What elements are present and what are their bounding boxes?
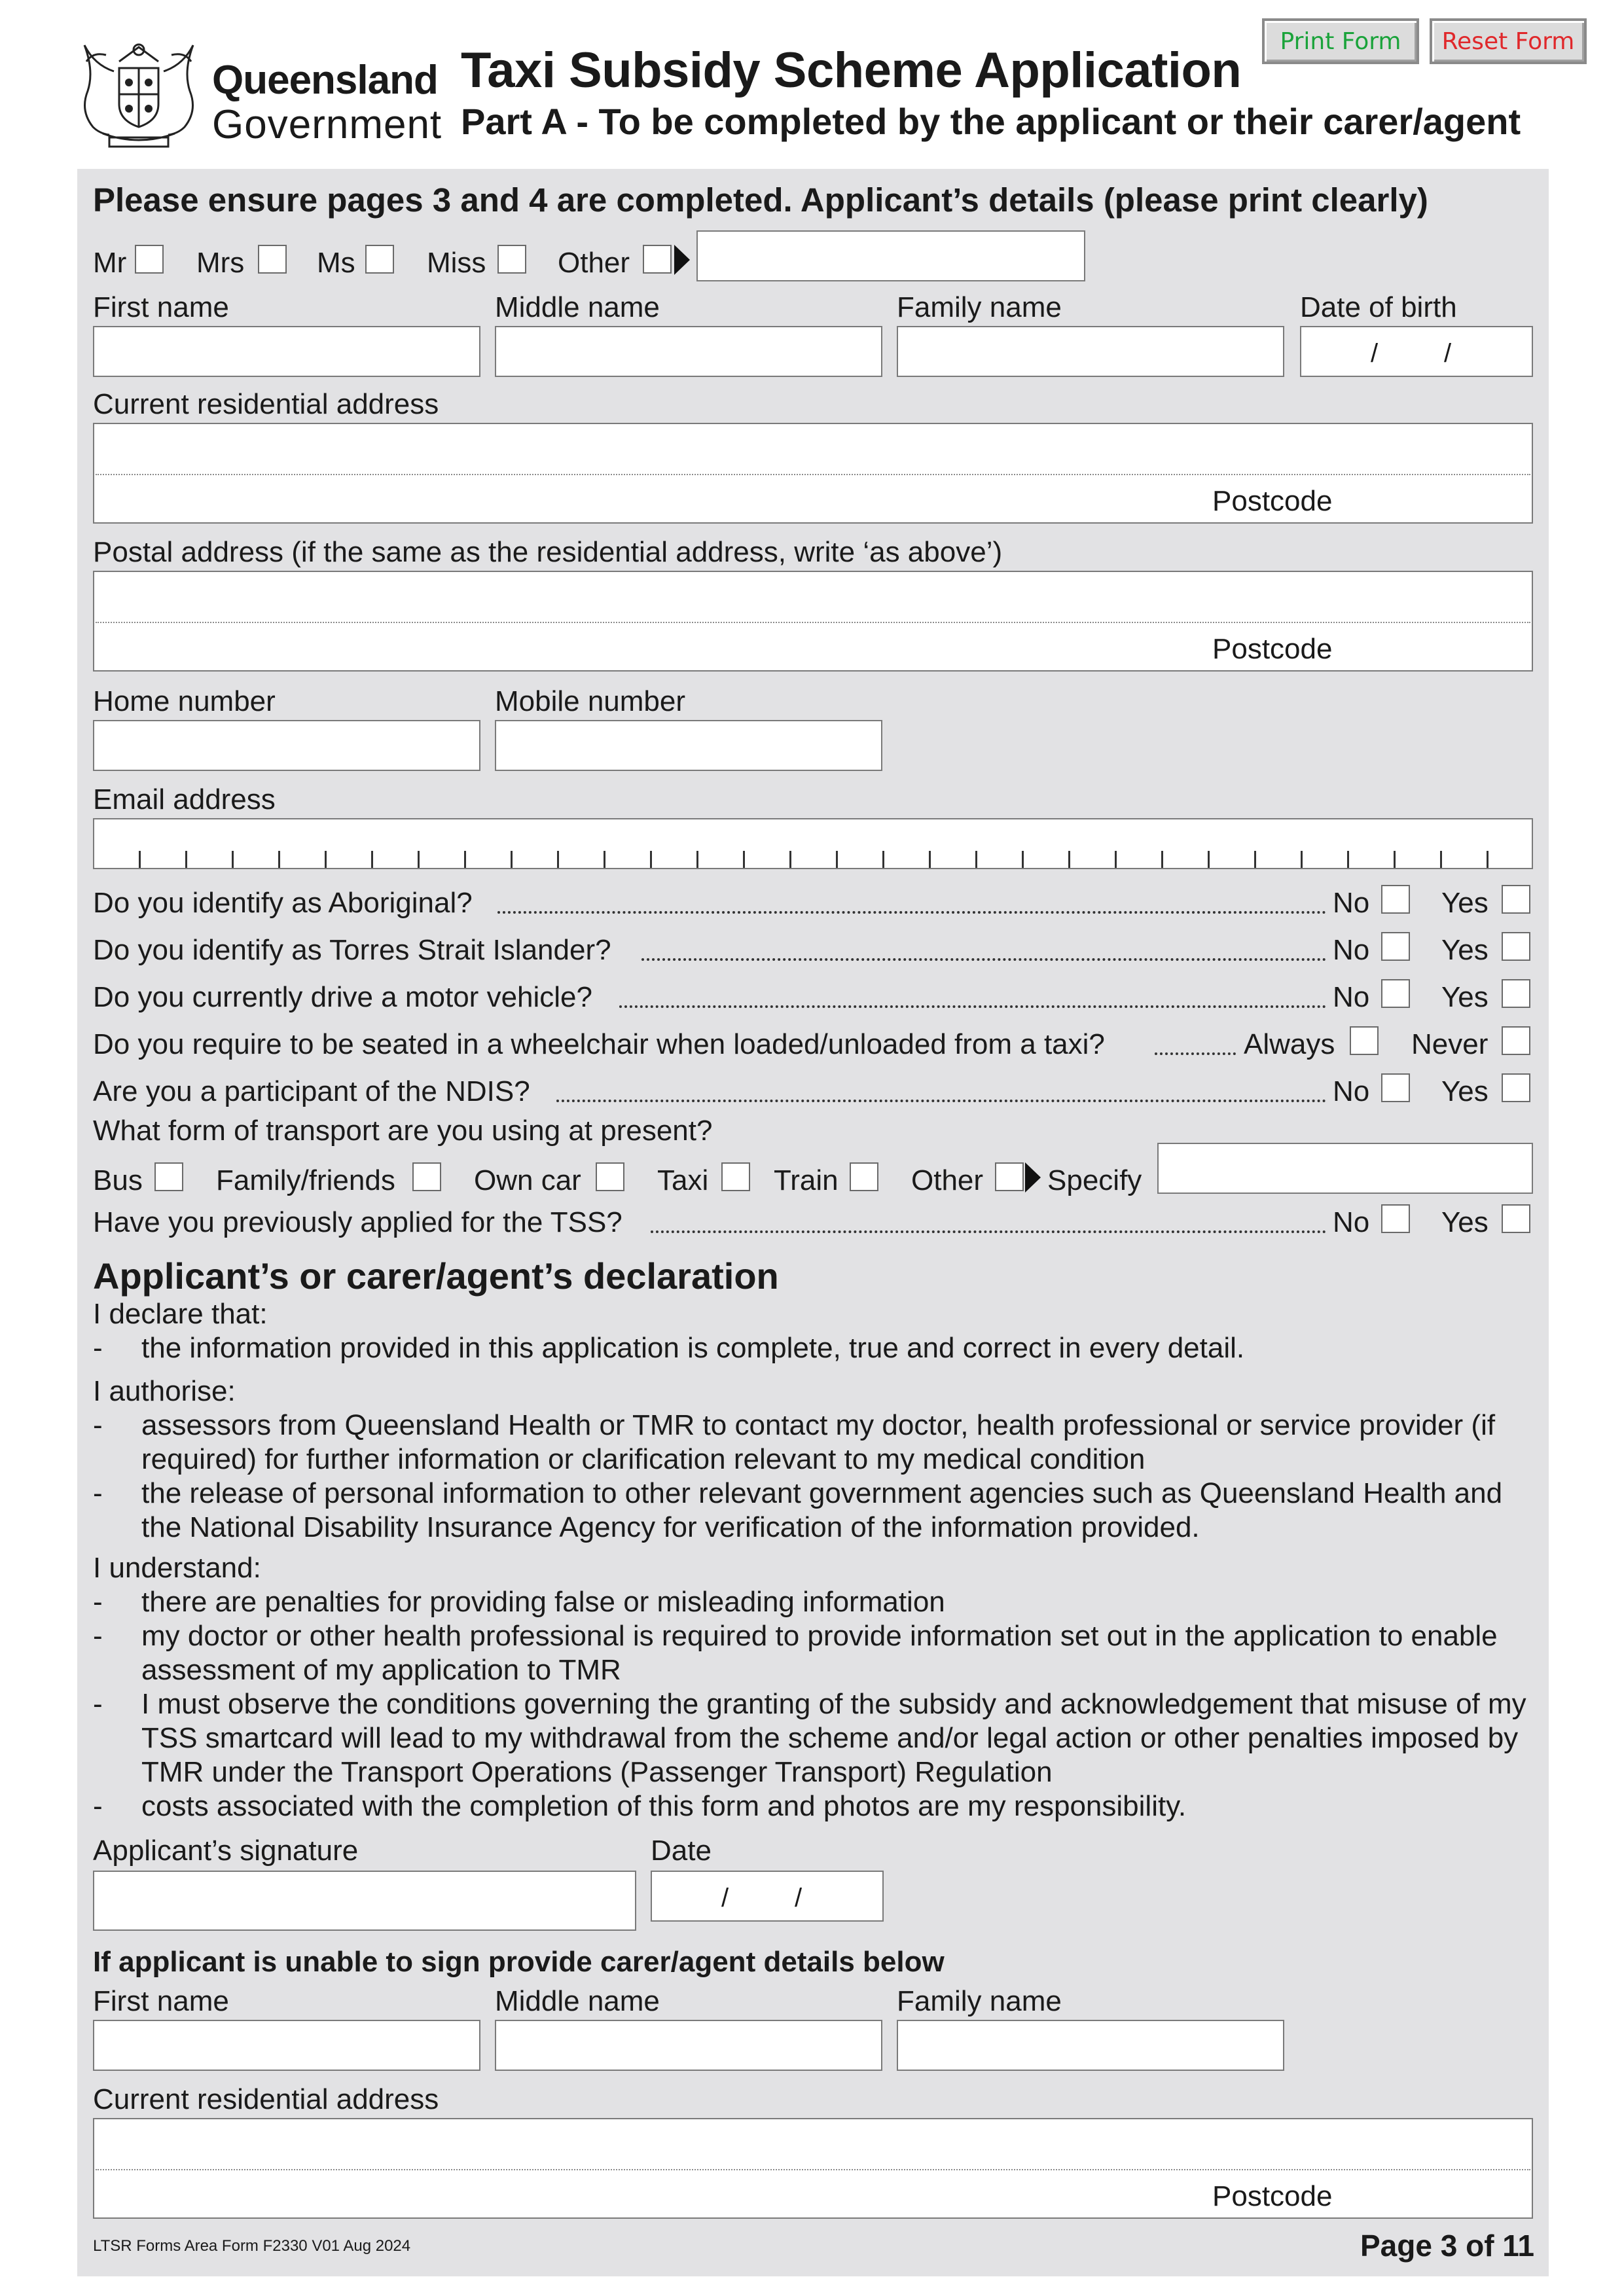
leader-dots <box>497 911 1326 914</box>
transport-taxi-label: Taxi <box>657 1164 709 1196</box>
footer-form-info: LTSR Forms Area Form F2330 V01 Aug 2024 <box>93 2237 411 2255</box>
email-character-tick <box>743 851 745 868</box>
postal-address-label: Postal address (if the same as the residential address, write ‘as above’) <box>93 536 1003 568</box>
signature-label: Applicant’s signature <box>93 1835 359 1867</box>
transport-other-label: Other <box>911 1164 984 1196</box>
email-character-tick <box>278 851 280 868</box>
declare-intro: I declare that: <box>93 1298 268 1330</box>
transport-taxi-checkbox[interactable] <box>721 1162 750 1191</box>
understand-item: I must observe the conditions governing the granting of the subsidy and acknowledgement that misuse of my TSS smartcard will lead to my withdrawal from the scheme and/or legal action or other penalties imposed by TMR under the Transport Operations (Passenger Transport) Regulation <box>141 1688 1526 1788</box>
date-separator: / <box>795 1884 803 1912</box>
transport-own-car-checkbox[interactable] <box>596 1162 624 1191</box>
no-label: No <box>1333 1075 1370 1107</box>
yes-label: Yes <box>1441 1075 1489 1107</box>
email-character-tick <box>836 851 838 868</box>
no-label: No <box>1333 887 1370 919</box>
no-label: No <box>1333 1206 1370 1238</box>
torres-strait-yes-checkbox[interactable] <box>1502 932 1530 961</box>
logo-text-queensland: Queensland <box>212 58 438 103</box>
authorise-item: the release of personal information to other relevant government agencies such as Queensland Health and the National Disability Insurance Agency for verification of the information provided. <box>141 1477 1503 1543</box>
authorise-intro: I authorise: <box>93 1375 236 1407</box>
home-number-field[interactable] <box>93 720 480 771</box>
mobile-number-field[interactable] <box>495 720 882 771</box>
middle-name-field[interactable] <box>495 326 882 377</box>
email-character-tick <box>1440 851 1442 868</box>
email-character-tick <box>1068 851 1070 868</box>
title-miss-checkbox[interactable] <box>497 245 526 274</box>
email-character-tick <box>1301 851 1303 868</box>
home-number-label: Home number <box>93 685 276 717</box>
question-transport: What form of transport are you using at present? <box>93 1115 713 1147</box>
email-character-tick <box>418 851 420 868</box>
declaration-heading: Applicant’s or carer/agent’s declaration <box>93 1255 779 1297</box>
residential-address-field[interactable] <box>93 423 1533 524</box>
aboriginal-yes-checkbox[interactable] <box>1502 885 1530 914</box>
bullet-dash: - <box>93 1790 103 1822</box>
transport-family-label: Family/friends <box>216 1164 395 1196</box>
title-mr-checkbox[interactable] <box>135 245 164 274</box>
question-aboriginal: Do you identify as Aboriginal? <box>93 887 473 919</box>
drive-no-checkbox[interactable] <box>1381 979 1410 1008</box>
reset-form-button[interactable]: Reset Form <box>1430 18 1587 64</box>
transport-family-checkbox[interactable] <box>412 1162 441 1191</box>
address-line-divider <box>96 622 1530 623</box>
carer-section-heading: If applicant is unable to sign provide carer/agent details below <box>93 1946 945 1978</box>
email-character-tick <box>789 851 791 868</box>
carer-first-name-label: First name <box>93 1985 229 2017</box>
title-mr-label: Mr <box>93 247 127 279</box>
email-character-tick <box>1347 851 1349 868</box>
bullet-dash: - <box>93 1688 103 1720</box>
never-label: Never <box>1411 1028 1489 1060</box>
title-mrs-checkbox[interactable] <box>258 245 287 274</box>
email-character-tick <box>557 851 559 868</box>
declare-item: the information provided in this application is complete, true and correct in every detail. <box>141 1332 1245 1364</box>
applicant-section-heading: Please ensure pages 3 and 4 are completed. Applicant’s details (please print clearly) <box>93 181 1428 219</box>
leader-dots <box>641 958 1326 961</box>
bullet-dash: - <box>93 1620 103 1652</box>
drive-yes-checkbox[interactable] <box>1502 979 1530 1008</box>
page-title: Taxi Subsidy Scheme Application <box>461 43 1242 98</box>
torres-strait-no-checkbox[interactable] <box>1381 932 1410 961</box>
email-character-tick <box>464 851 466 868</box>
wheelchair-always-checkbox[interactable] <box>1350 1026 1379 1055</box>
arrow-right-icon <box>1025 1162 1042 1193</box>
email-character-tick <box>1161 851 1163 868</box>
email-character-tick <box>325 851 327 868</box>
always-label: Always <box>1244 1028 1335 1060</box>
carer-middle-name-label: Middle name <box>495 1985 660 2017</box>
transport-specify-field[interactable] <box>1157 1143 1533 1194</box>
carer-middle-name-field[interactable] <box>495 2020 882 2071</box>
arrow-right-icon <box>674 245 691 275</box>
email-character-tick <box>1208 851 1210 868</box>
wheelchair-never-checkbox[interactable] <box>1502 1026 1530 1055</box>
family-name-label: Family name <box>897 291 1062 323</box>
carer-residential-address-label: Current residential address <box>93 2083 439 2115</box>
authorise-item: assessors from Queensland Health or TMR to contact my doctor, health professional or service provider (if required) for further information or clarification relevant to my medical condition <box>141 1409 1496 1475</box>
carer-residential-address-field[interactable] <box>93 2118 1533 2219</box>
email-character-tick <box>650 851 652 868</box>
first-name-label: First name <box>93 291 229 323</box>
ndis-yes-checkbox[interactable] <box>1502 1073 1530 1102</box>
carer-first-name-field[interactable] <box>93 2020 480 2071</box>
question-drive: Do you currently drive a motor vehicle? <box>93 981 592 1013</box>
signature-field[interactable] <box>93 1871 636 1931</box>
email-character-tick <box>604 851 605 868</box>
signature-date-field[interactable] <box>651 1871 884 1922</box>
date-separator: / <box>1371 339 1379 368</box>
transport-train-label: Train <box>774 1164 839 1196</box>
email-address-field[interactable] <box>93 818 1533 869</box>
title-mrs-label: Mrs <box>196 247 245 279</box>
previous-yes-checkbox[interactable] <box>1502 1204 1530 1233</box>
residential-address-label: Current residential address <box>93 388 439 420</box>
title-ms-checkbox[interactable] <box>365 245 394 274</box>
email-character-tick <box>1254 851 1256 868</box>
question-torres-strait: Do you identify as Torres Strait Islander? <box>93 934 611 966</box>
leader-dots <box>619 1005 1326 1008</box>
postcode-label: Postcode <box>1212 633 1333 665</box>
title-miss-label: Miss <box>427 247 486 279</box>
carer-family-name-label: Family name <box>897 1985 1062 2017</box>
date-separator: / <box>721 1884 729 1912</box>
question-ndis: Are you a participant of the NDIS? <box>93 1075 530 1107</box>
email-character-tick <box>371 851 373 868</box>
queensland-government-logo <box>73 35 440 153</box>
email-character-tick <box>1394 851 1396 868</box>
title-other-label: Other <box>558 247 630 279</box>
question-previous: Have you previously applied for the TSS? <box>93 1206 623 1238</box>
question-wheelchair: Do you require to be seated in a wheelchair when loaded/unloaded from a taxi? <box>93 1028 1105 1060</box>
postcode-label: Postcode <box>1212 485 1333 517</box>
page-subtitle: Part A - To be completed by the applicant or their carer/agent <box>461 101 1521 142</box>
mobile-number-label: Mobile number <box>495 685 686 717</box>
dob-label: Date of birth <box>1300 291 1457 323</box>
postcode-label: Postcode <box>1212 2180 1333 2212</box>
carer-family-name-field[interactable] <box>897 2020 1284 2071</box>
bullet-dash: - <box>93 1409 103 1441</box>
email-character-tick <box>975 851 977 868</box>
leader-dots <box>1155 1052 1236 1055</box>
family-name-field[interactable] <box>897 326 1284 377</box>
understand-intro: I understand: <box>93 1552 261 1584</box>
email-character-tick <box>882 851 884 868</box>
bullet-dash: - <box>93 1332 103 1364</box>
ndis-no-checkbox[interactable] <box>1381 1073 1410 1102</box>
email-character-tick <box>511 851 513 868</box>
transport-own-car-label: Own car <box>474 1164 581 1196</box>
transport-bus-checkbox[interactable] <box>154 1162 183 1191</box>
address-line-divider <box>96 474 1530 475</box>
bullet-dash: - <box>93 1477 103 1509</box>
specify-label: Specify <box>1047 1164 1142 1196</box>
title-other-field[interactable] <box>696 230 1085 281</box>
yes-label: Yes <box>1441 934 1489 966</box>
middle-name-label: Middle name <box>495 291 660 323</box>
transport-bus-label: Bus <box>93 1164 143 1196</box>
leader-dots <box>651 1230 1326 1233</box>
email-character-tick <box>1115 851 1117 868</box>
transport-other-checkbox[interactable] <box>995 1162 1024 1191</box>
address-line-divider <box>96 2169 1530 2170</box>
email-character-tick <box>232 851 234 868</box>
email-character-tick <box>1487 851 1489 868</box>
transport-train-checkbox[interactable] <box>850 1162 878 1191</box>
understand-item: there are penalties for providing false or misleading information <box>141 1586 945 1618</box>
print-form-button[interactable]: Print Form <box>1262 18 1419 64</box>
logo-text-government: Government <box>212 102 442 147</box>
understand-item: my doctor or other health professional is required to provide information set out in the application to enable assessment of my application to TMR <box>141 1620 1498 1686</box>
leader-dots <box>556 1100 1326 1102</box>
page-number: Page 3 of 11 <box>1360 2229 1534 2263</box>
email-character-tick <box>185 851 187 868</box>
postal-address-field[interactable] <box>93 571 1533 672</box>
email-character-tick <box>696 851 698 868</box>
email-character-tick <box>139 851 141 868</box>
coat-of-arms-icon <box>73 35 204 153</box>
yes-label: Yes <box>1441 1206 1489 1238</box>
yes-label: Yes <box>1441 887 1489 919</box>
email-character-tick <box>1022 851 1024 868</box>
bullet-dash: - <box>93 1586 103 1618</box>
email-character-tick <box>929 851 931 868</box>
no-label: No <box>1333 934 1370 966</box>
understand-item: costs associated with the completion of this form and photos are my responsibility. <box>141 1790 1187 1822</box>
dob-field[interactable] <box>1300 326 1533 377</box>
first-name-field[interactable] <box>93 326 480 377</box>
yes-label: Yes <box>1441 981 1489 1013</box>
email-address-label: Email address <box>93 783 276 816</box>
previous-no-checkbox[interactable] <box>1381 1204 1410 1233</box>
date-label: Date <box>651 1835 712 1867</box>
title-ms-label: Ms <box>317 247 355 279</box>
no-label: No <box>1333 981 1370 1013</box>
title-other-checkbox[interactable] <box>643 245 672 274</box>
aboriginal-no-checkbox[interactable] <box>1381 885 1410 914</box>
date-separator: / <box>1444 339 1452 368</box>
